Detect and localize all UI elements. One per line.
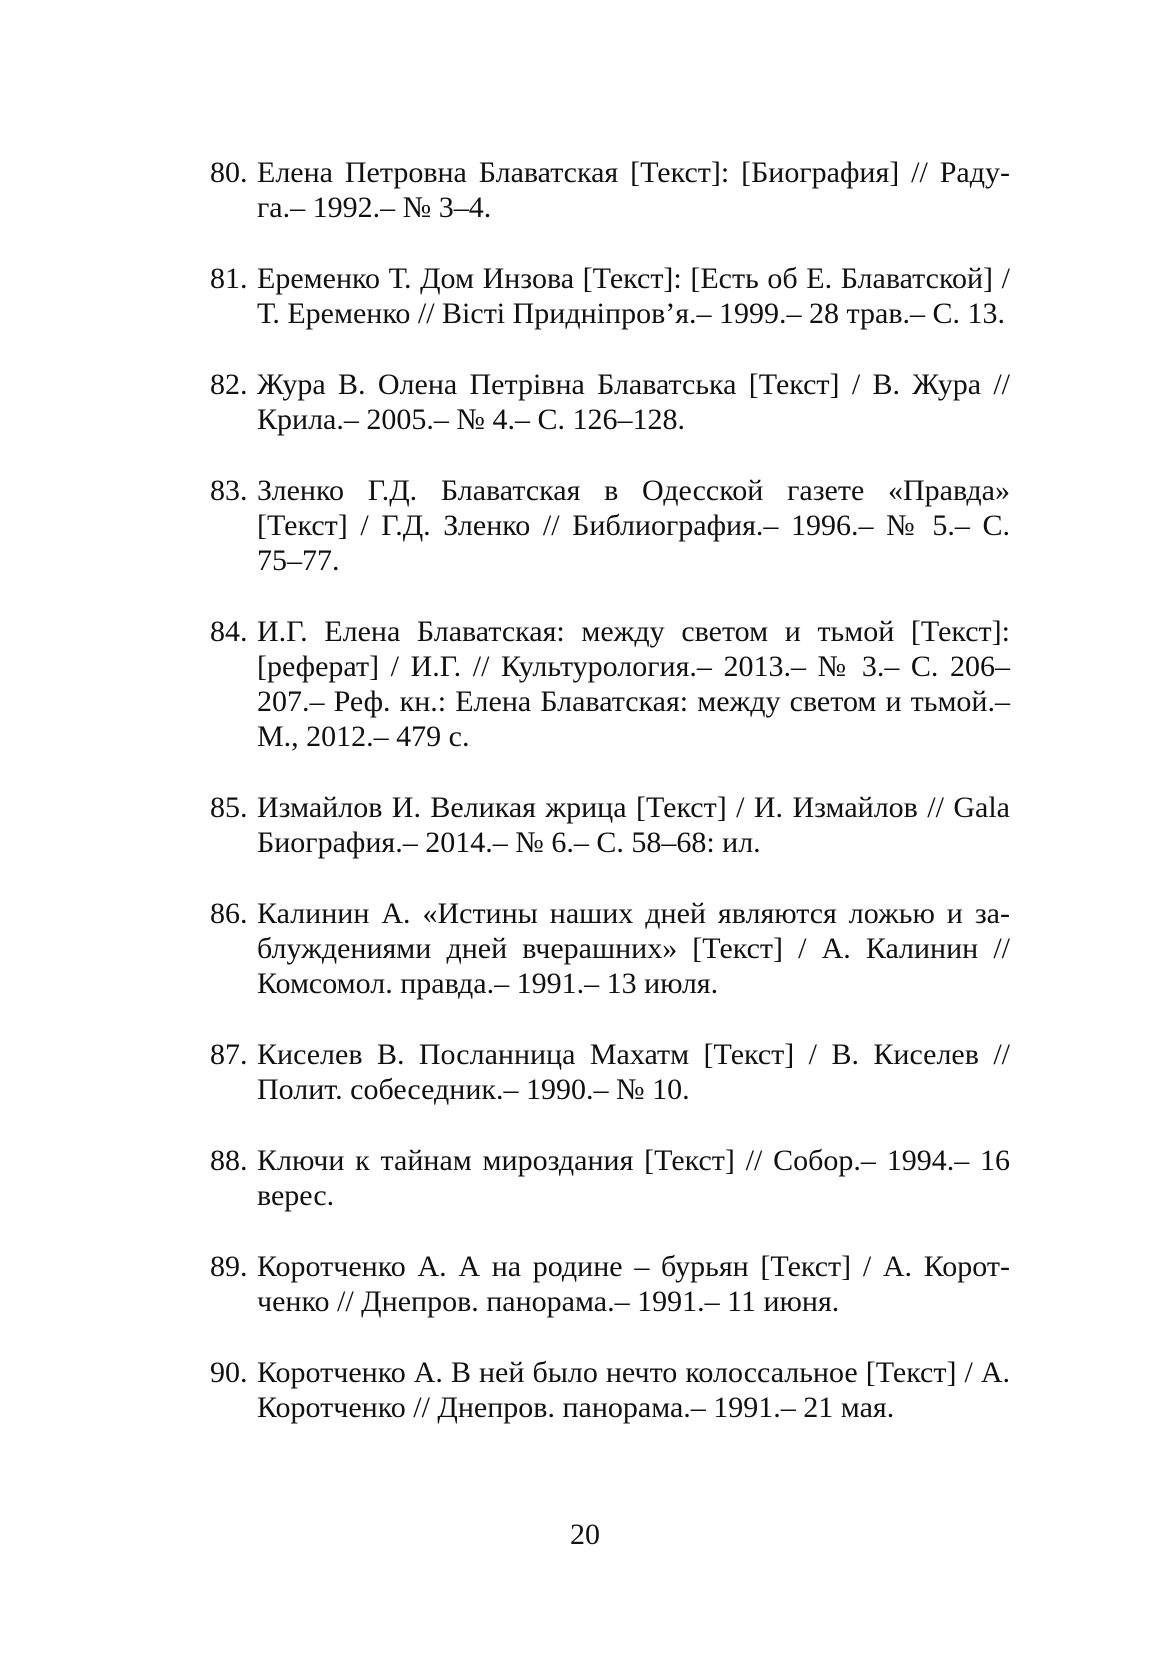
entry-text: Коротченко А. В ней было нечто колоссальное [Текст] / А. Коротченко // Днепров. панорама.– 1991.– 21 мая. <box>257 1356 1010 1424</box>
entry-text: Калинин А. «Истины наших дней являются ложью и заблуждениями дней вчерашних» [Текст] / А. Калинин // Комсомол. правда.– 1991.– 13 июля. <box>257 897 1010 1000</box>
entry-number: 88. <box>210 1144 248 1177</box>
entry-number: 90. <box>210 1356 248 1389</box>
entry-number: 81. <box>210 262 248 295</box>
entry-text: Измайлов И. Великая жрица [Текст] / И. Измайлов // Gala Биография.– 2014.– № 6.– С. 58–68: ил. <box>257 791 1010 859</box>
entry-number: 82. <box>210 368 248 401</box>
entry-number: 86. <box>210 897 248 930</box>
entry-number: 83. <box>210 474 248 507</box>
entry-number: 80. <box>210 156 248 189</box>
entry-text: Коротченко А. А на родине – бурьян [Текст] / А. Коротченко // Днепров. панорама.– 1991.– 11 июня. <box>257 1250 1010 1318</box>
page-number: 20 <box>570 1518 600 1551</box>
bibliography-entry-89 <box>210 1249 1010 1319</box>
entry-text: И.Г. Елена Блаватская: между светом и тьмой [Текст]: [реферат] / И.Г. // Культурология.– 2013.– № 3.– С. 206–207.– Реф. кн.: Елена Блаватская: между светом и тьмой.– М., 2012.– 479 с. <box>257 615 1010 753</box>
bibliography-entry-87 <box>210 1037 1010 1107</box>
bibliography-entry-86 <box>210 896 1010 1001</box>
bibliography-entry-80 <box>210 155 1010 225</box>
bibliography-entry-84 <box>210 614 1010 754</box>
bibliography-entry-88 <box>210 1143 1010 1213</box>
entry-text: Зленко Г.Д. Блаватская в Одесской газете «Правда» [Текст] / Г.Д. Зленко // Библиография.– 1996.– № 5.– С. 75–77. <box>257 474 1010 577</box>
entry-number: 84. <box>210 615 248 648</box>
entry-text: Жура В. Олена Петрівна Блаватська [Текст] / В. Жура // Крила.– 2005.– № 4.– С. 126–128. <box>257 368 1010 436</box>
entry-number: 85. <box>210 791 248 824</box>
bibliography-entry-82 <box>210 367 1010 437</box>
entry-text: Еременко Т. Дом Инзова [Текст]: [Есть об Е. Блаватской] / Т. Еременко // Вісті Придніпров’я.– 1999.– 28 трав.– С. 13. <box>257 262 1010 330</box>
entry-number: 89. <box>210 1250 248 1283</box>
entry-text: Ключи к тайнам мироздания [Текст] // Собор.– 1994.– 16 верес. <box>257 1144 1010 1212</box>
bibliography-entry-81 <box>210 261 1010 331</box>
entry-text: Елена Петровна Блаватская [Текст]: [Биография] // Радуга.– 1992.– № 3–4. <box>257 156 1010 224</box>
bibliography-entry-85 <box>210 790 1010 860</box>
entry-number: 87. <box>210 1038 248 1071</box>
entry-text: Киселев В. Посланница Махатм [Текст] / В. Киселев // Полит. собеседник.– 1990.– № 10. <box>257 1038 1010 1106</box>
bibliography-entry-83 <box>210 473 1010 578</box>
bibliography-entry-90 <box>210 1355 1010 1425</box>
bibliography-list <box>210 155 1010 1425</box>
